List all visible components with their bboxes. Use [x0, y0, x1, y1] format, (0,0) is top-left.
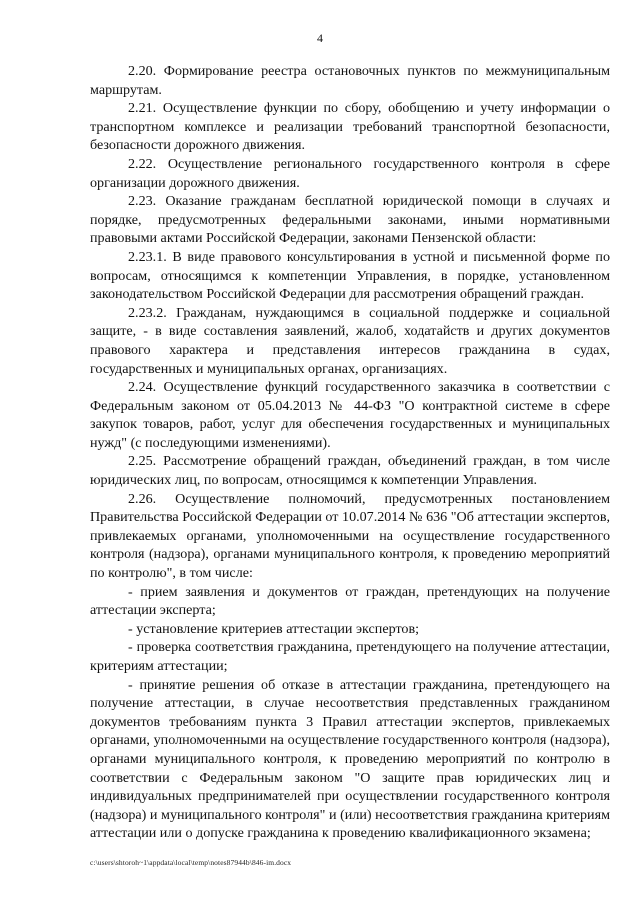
list-item-criteria-setting: - установление критериев аттестации экспертов;	[128, 620, 420, 637]
document-body	[90, 62, 610, 843]
paragraph-2-23: 2.23. Оказание гражданам бесплатной юридической помощи в случаях и порядке, предусмотренных федеральными законами, иными нормативными правовыми актами Российской Федерации, законами Пензенской области:	[90, 193, 610, 247]
footer-file-path: c:\users\shtoroh~1\appdata\local\temp\notes87944b\846-im.docx	[90, 858, 292, 867]
list-item-application-intake: - прием заявления и документов от граждан, претендующих на получение аттестации эксперта;	[90, 583, 610, 619]
list-item-refusal-decision: - принятие решения об отказе в аттестации гражданина, претендующего на получение аттестации, в случае несоответствия представленных гражданином документов требованиям пункта 3 Правил аттестации экспертов, привлекаемых органами, уполномоченными на осуществление государственного контроля (надзора), органами муниципального контроля, к проведению мероприятий по контролю в соответствии с Федеральным законом "О защите прав юридических лиц и индивидуальных предпринимателей при осуществлении государственного контроля (надзора) и муниципального контроля" и (или) несоответствия гражданина критериям аттестации или о допуске гражданина к проведению квалификационного экзамена;	[90, 676, 610, 842]
paragraph-2-23-1: 2.23.1. В виде правового консультирования в устной и письменной форме по вопросам, относящимся к компетенции Управления, в порядке, установленном законодательством Российской Федерации для рассмотрения обращений граждан.	[90, 248, 610, 303]
paragraph-2-25: 2.25. Рассмотрение обращений граждан, объединений граждан, в том числе юридических лиц, по вопросам, относящимся к компетенции Управления.	[90, 453, 610, 489]
page-number: 4	[317, 31, 323, 45]
paragraph-2-21: 2.21. Осуществление функции по сбору, обобщению и учету информации о транспортном комплексе и реализации требований транспортной безопасности, безопасности дорожного движения.	[90, 100, 610, 154]
paragraph-2-20: 2.20. Формирование реестра остановочных пунктов по межмуниципальным маршрутам.	[90, 63, 610, 98]
list-item-compliance-check: - проверка соответствия гражданина, претендующего на получение аттестации, критериям аттестации;	[90, 639, 610, 674]
paragraph-2-22: 2.22. Осуществление регионального государственного контроля в сфере организации дорожного движения.	[90, 155, 610, 191]
paragraph-2-23-2: 2.23.2. Гражданам, нуждающимся в социальной поддержке и социальной защите, - в виде составления заявлений, жалоб, ходатайств и других документов правового характера и представления интересов гражданина в судах, государственных и муниципальных органах, организациях.	[90, 304, 610, 377]
paragraph-2-26: 2.26. Осуществление полномочий, предусмотренных постановлением Правительства Российской Федерации от 10.07.2014 № 636 "Об аттестации экспертов, привлекаемых органами, уполномоченными на осуществление государственного контроля (надзора), органами муниципального контроля, к проведению мероприятий по контролю", в том числе:	[90, 490, 610, 582]
paragraph-2-24: 2.24. Осуществление функций государственного заказчика в соответствии с Федеральным законом от 05.04.2013 № 44-ФЗ "О контрактной системе в сфере закупок товаров, работ, услуг для обеспечения государственных и муниципальных нужд" (с последующими изменениями).	[90, 379, 610, 451]
